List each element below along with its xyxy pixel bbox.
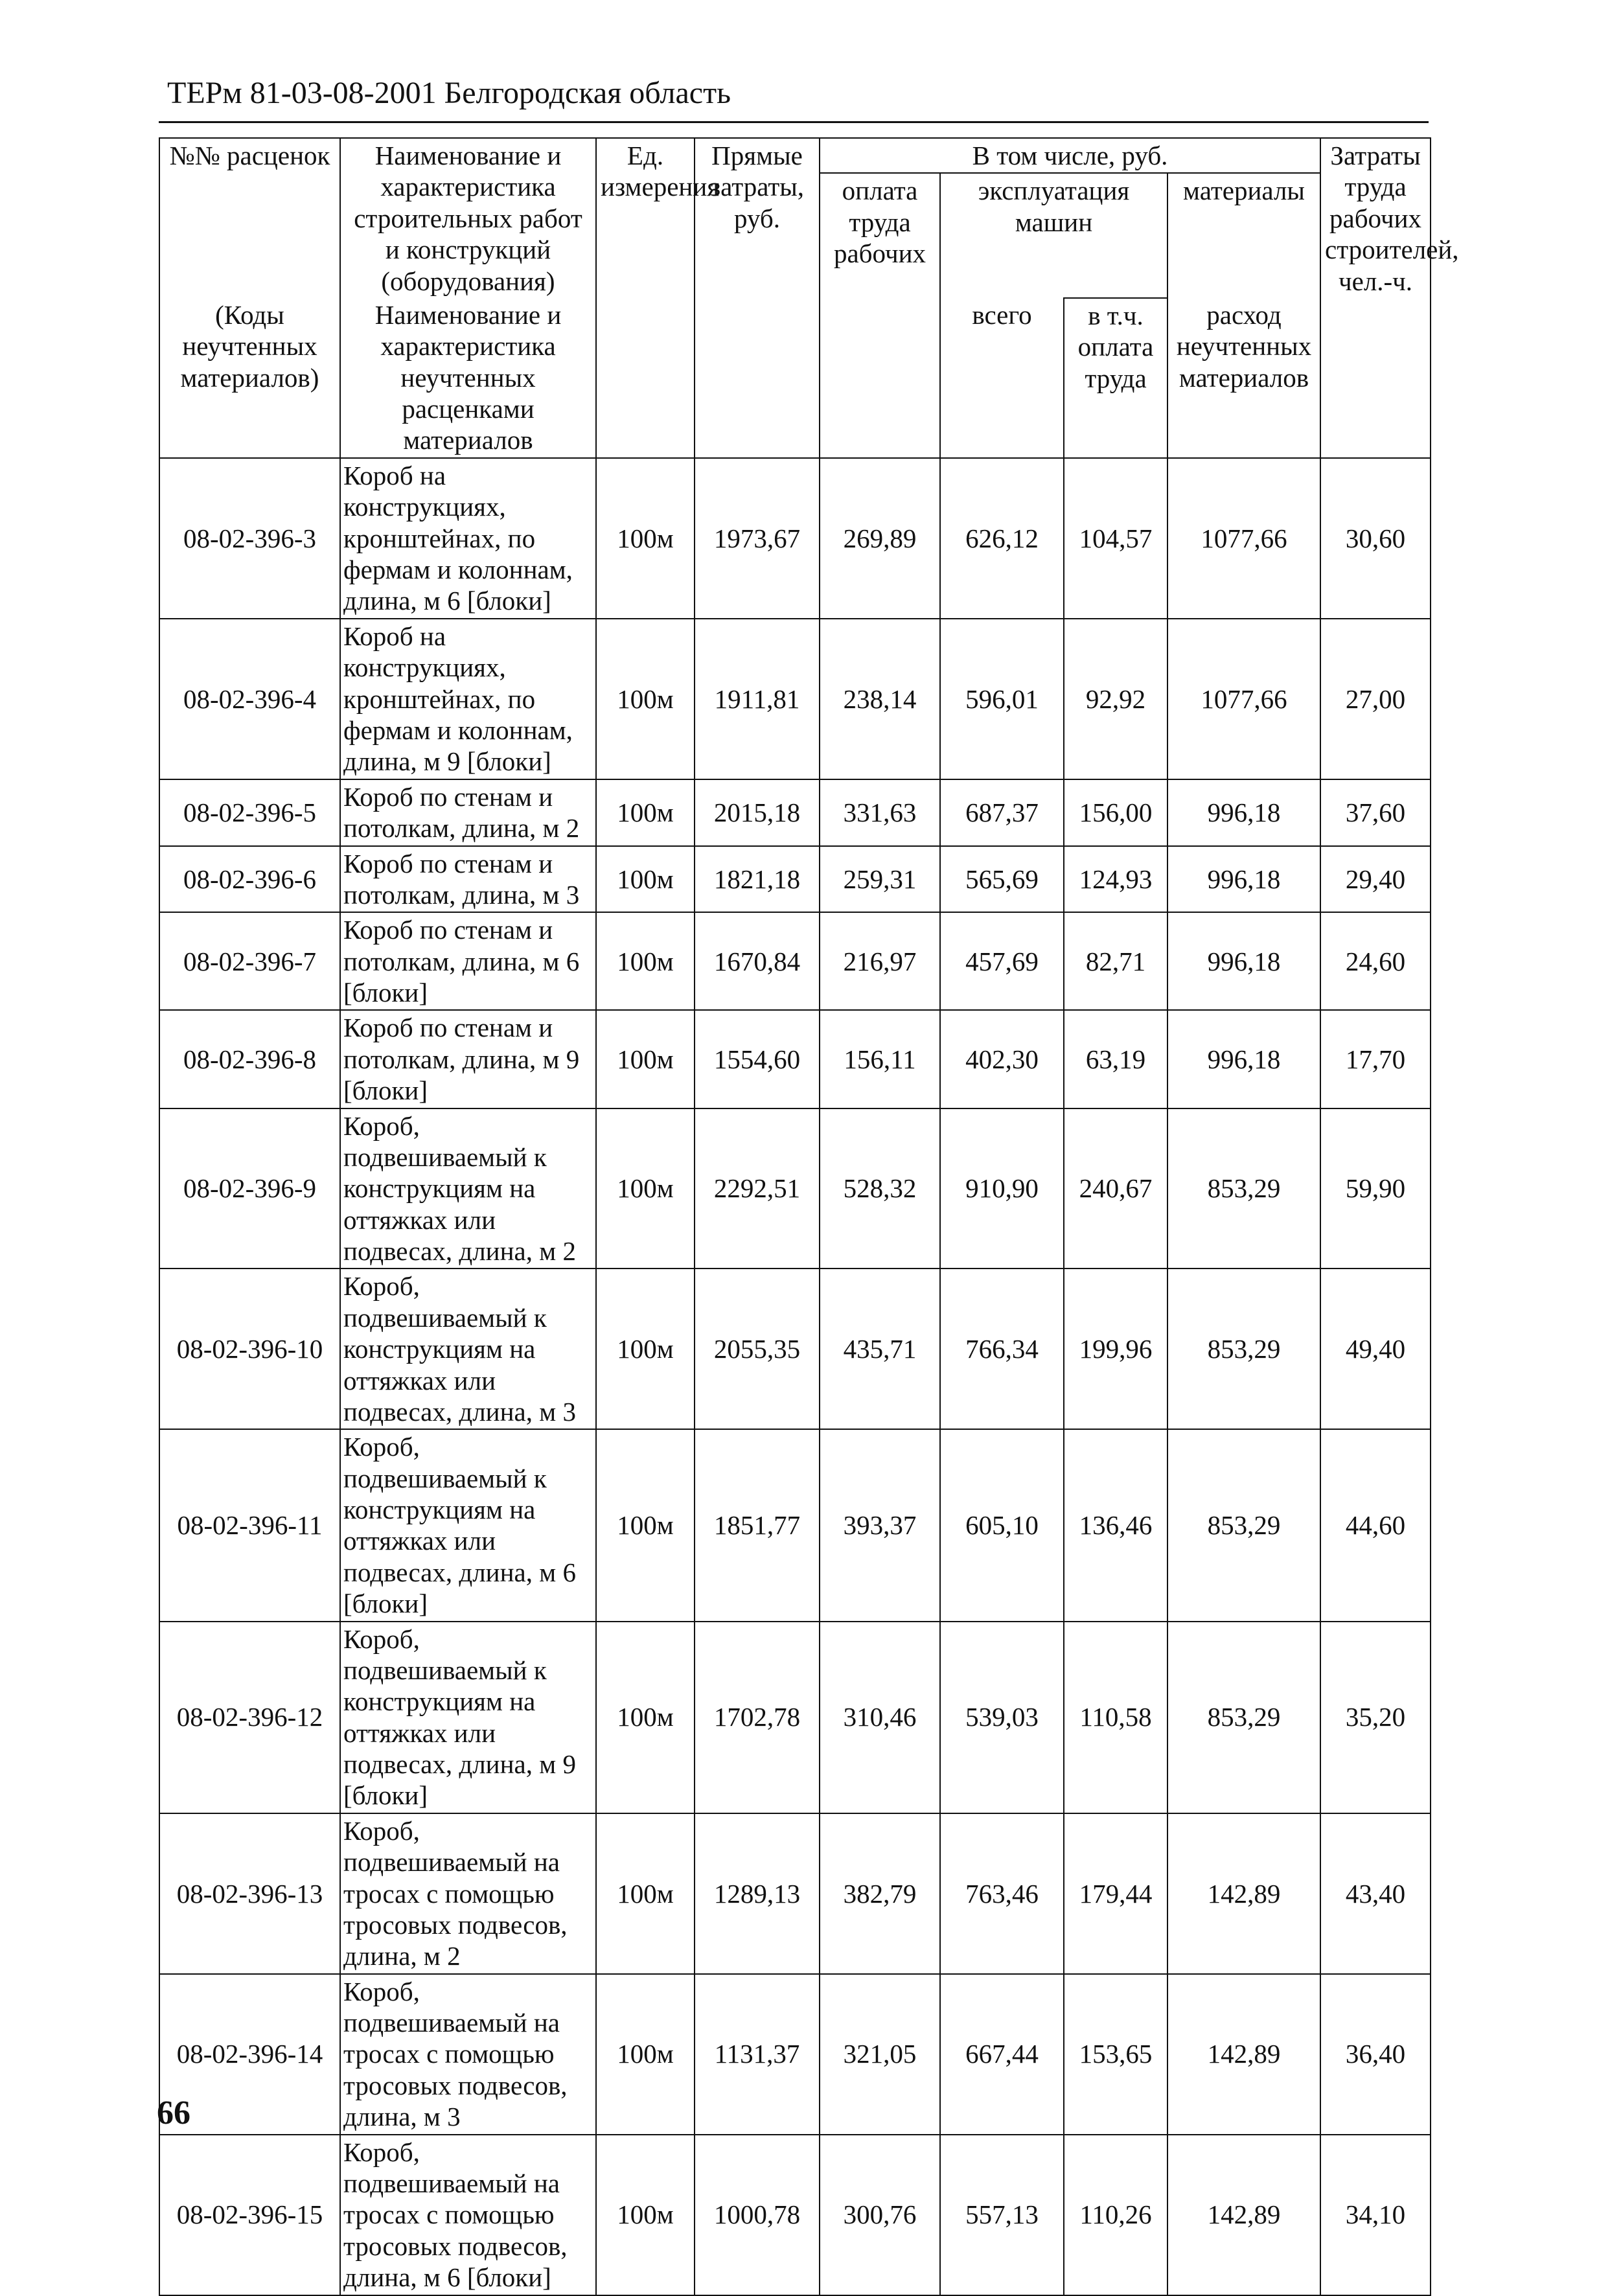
materials-cell: 853,29 bbox=[1167, 1429, 1320, 1621]
machines-total-cell: 910,90 bbox=[940, 1108, 1064, 1269]
table-row bbox=[159, 1974, 1431, 2135]
unit-cell: 100м bbox=[596, 1813, 695, 1974]
code-cell: 08-02-396-12 bbox=[159, 1622, 340, 1813]
table-body bbox=[159, 458, 1431, 2295]
machines-labor-cell: 92,92 bbox=[1064, 619, 1167, 779]
table-row bbox=[159, 1269, 1431, 1429]
page-number: 66 bbox=[157, 2095, 190, 2131]
table-row bbox=[159, 619, 1431, 779]
materials-cell: 996,18 bbox=[1167, 912, 1320, 1010]
machines-labor-cell: 82,71 bbox=[1064, 912, 1167, 1010]
unit-cell: 100м bbox=[596, 846, 695, 913]
direct-costs-cell: 2015,18 bbox=[695, 779, 820, 846]
machines-total-cell: 596,01 bbox=[940, 619, 1064, 779]
name-cell: Короб по стенам и потолкам, длина, м 2 bbox=[340, 779, 596, 846]
header-rule bbox=[159, 121, 1429, 123]
name-cell: Короб на конструкциях, кронштейнах, по фермам и колоннам, длина, м 9 [блоки] bbox=[340, 619, 596, 779]
header-incl-labor: в т.ч. оплата труда bbox=[1064, 298, 1167, 458]
direct-costs-cell: 2292,51 bbox=[695, 1108, 820, 1269]
unit-cell: 100м bbox=[596, 458, 695, 619]
labor-pay-cell: 435,71 bbox=[820, 1269, 940, 1429]
direct-costs-cell: 1554,60 bbox=[695, 1010, 820, 1108]
header-materials: материалы bbox=[1167, 173, 1320, 298]
code-cell: 08-02-396-3 bbox=[159, 458, 340, 619]
table-header bbox=[159, 138, 1459, 458]
header-name: Наименование и характеристика строительных работ и конструкций (оборудования) bbox=[340, 138, 596, 298]
header-machines: эксплуатация машин bbox=[940, 173, 1167, 298]
materials-cell: 1077,66 bbox=[1167, 458, 1320, 619]
machines-total-cell: 557,13 bbox=[940, 2135, 1064, 2295]
labor-hours-cell: 30,60 bbox=[1320, 458, 1431, 619]
machines-labor-cell: 136,46 bbox=[1064, 1429, 1167, 1621]
labor-pay-cell: 331,63 bbox=[820, 779, 940, 846]
header-including: В том числе, руб. bbox=[820, 138, 1320, 173]
table-row bbox=[159, 779, 1431, 846]
direct-costs-cell: 1000,78 bbox=[695, 2135, 820, 2295]
labor-pay-cell: 300,76 bbox=[820, 2135, 940, 2295]
code-cell: 08-02-396-9 bbox=[159, 1108, 340, 1269]
labor-pay-cell: 310,46 bbox=[820, 1622, 940, 1813]
header-unit: Ед. измерения bbox=[596, 138, 695, 458]
table-row bbox=[159, 2135, 1431, 2295]
name-cell: Короб, подвешиваемый на тросах с помощью тросовых подвесов, длина, м 2 bbox=[340, 1813, 596, 1974]
labor-hours-cell: 27,00 bbox=[1320, 619, 1431, 779]
labor-pay-cell: 259,31 bbox=[820, 846, 940, 913]
direct-costs-cell: 1973,67 bbox=[695, 458, 820, 619]
unit-cell: 100м bbox=[596, 2135, 695, 2295]
machines-total-cell: 457,69 bbox=[940, 912, 1064, 1010]
unit-cell: 100м bbox=[596, 1108, 695, 1269]
machines-total-cell: 605,10 bbox=[940, 1429, 1064, 1621]
name-cell: Короб, подвешиваемый на тросах с помощью тросовых подвесов, длина, м 3 bbox=[340, 1974, 596, 2135]
materials-cell: 996,18 bbox=[1167, 779, 1320, 846]
labor-hours-cell: 59,90 bbox=[1320, 1108, 1431, 1269]
header-name-materials: Наименование и характеристика неучтенных расценками материалов bbox=[340, 298, 596, 458]
labor-pay-cell: 393,37 bbox=[820, 1429, 940, 1621]
labor-hours-cell: 29,40 bbox=[1320, 846, 1431, 913]
code-cell: 08-02-396-7 bbox=[159, 912, 340, 1010]
code-cell: 08-02-396-10 bbox=[159, 1269, 340, 1429]
labor-hours-cell: 17,70 bbox=[1320, 1010, 1431, 1108]
labor-hours-cell: 43,40 bbox=[1320, 1813, 1431, 1974]
materials-cell: 142,89 bbox=[1167, 1813, 1320, 1974]
code-cell: 08-02-396-13 bbox=[159, 1813, 340, 1974]
labor-hours-cell: 36,40 bbox=[1320, 1974, 1431, 2135]
labor-hours-cell: 34,10 bbox=[1320, 2135, 1431, 2295]
labor-pay-cell: 216,97 bbox=[820, 912, 940, 1010]
machines-labor-cell: 179,44 bbox=[1064, 1813, 1167, 1974]
table-row bbox=[159, 912, 1431, 1010]
direct-costs-cell: 1131,37 bbox=[695, 1974, 820, 2135]
labor-pay-cell: 382,79 bbox=[820, 1813, 940, 1974]
machines-total-cell: 667,44 bbox=[940, 1974, 1064, 2135]
machines-total-cell: 565,69 bbox=[940, 846, 1064, 913]
table-row bbox=[159, 458, 1431, 619]
header-direct-costs: Прямые затраты, руб. bbox=[695, 138, 820, 458]
unit-cell: 100м bbox=[596, 1429, 695, 1621]
machines-labor-cell: 156,00 bbox=[1064, 779, 1167, 846]
labor-hours-cell: 49,40 bbox=[1320, 1269, 1431, 1429]
table-row bbox=[159, 846, 1431, 913]
direct-costs-cell: 1702,78 bbox=[695, 1622, 820, 1813]
unit-cell: 100м bbox=[596, 1010, 695, 1108]
machines-labor-cell: 153,65 bbox=[1064, 1974, 1167, 2135]
materials-cell: 853,29 bbox=[1167, 1622, 1320, 1813]
header-codes-materials: (Коды неучтенных материалов) bbox=[159, 298, 340, 458]
rates-table bbox=[159, 137, 1459, 2296]
machines-total-cell: 539,03 bbox=[940, 1622, 1064, 1813]
labor-pay-cell: 238,14 bbox=[820, 619, 940, 779]
header-machines-total: всего bbox=[940, 298, 1064, 458]
materials-cell: 996,18 bbox=[1167, 1010, 1320, 1108]
name-cell: Короб по стенам и потолкам, длина, м 6 [блоки] bbox=[340, 912, 596, 1010]
header-code: №№ расценок bbox=[159, 138, 340, 298]
machines-total-cell: 766,34 bbox=[940, 1269, 1064, 1429]
machines-total-cell: 763,46 bbox=[940, 1813, 1064, 1974]
direct-costs-cell: 1821,18 bbox=[695, 846, 820, 913]
table-row bbox=[159, 1622, 1431, 1813]
labor-pay-cell: 528,32 bbox=[820, 1108, 940, 1269]
labor-hours-cell: 24,60 bbox=[1320, 912, 1431, 1010]
direct-costs-cell: 2055,35 bbox=[695, 1269, 820, 1429]
unit-cell: 100м bbox=[596, 1269, 695, 1429]
labor-hours-cell: 35,20 bbox=[1320, 1622, 1431, 1813]
labor-hours-cell: 44,60 bbox=[1320, 1429, 1431, 1621]
machines-labor-cell: 124,93 bbox=[1064, 846, 1167, 913]
direct-costs-cell: 1911,81 bbox=[695, 619, 820, 779]
direct-costs-cell: 1289,13 bbox=[695, 1813, 820, 1974]
name-cell: Короб, подвешиваемый к конструкциям на оттяжках или подвесах, длина, м 6 [блоки] bbox=[340, 1429, 596, 1621]
name-cell: Короб, подвешиваемый к конструкциям на оттяжках или подвесах, длина, м 9 [блоки] bbox=[340, 1622, 596, 1813]
materials-cell: 853,29 bbox=[1167, 1108, 1320, 1269]
table-row bbox=[159, 1429, 1431, 1621]
table-row bbox=[159, 1813, 1431, 1974]
direct-costs-cell: 1670,84 bbox=[695, 912, 820, 1010]
unit-cell: 100м bbox=[596, 619, 695, 779]
unit-cell: 100м bbox=[596, 779, 695, 846]
code-cell: 08-02-396-15 bbox=[159, 2135, 340, 2295]
machines-labor-cell: 110,58 bbox=[1064, 1622, 1167, 1813]
materials-cell: 142,89 bbox=[1167, 2135, 1320, 2295]
unit-cell: 100м bbox=[596, 1622, 695, 1813]
direct-costs-cell: 1851,77 bbox=[695, 1429, 820, 1621]
code-cell: 08-02-396-6 bbox=[159, 846, 340, 913]
materials-cell: 996,18 bbox=[1167, 846, 1320, 913]
machines-total-cell: 626,12 bbox=[940, 458, 1064, 619]
name-cell: Короб, подвешиваемый к конструкциям на оттяжках или подвесах, длина, м 2 bbox=[340, 1108, 596, 1269]
materials-cell: 853,29 bbox=[1167, 1269, 1320, 1429]
code-cell: 08-02-396-4 bbox=[159, 619, 340, 779]
name-cell: Короб, подвешиваемый к конструкциям на оттяжках или подвесах, длина, м 3 bbox=[340, 1269, 596, 1429]
labor-hours-cell: 37,60 bbox=[1320, 779, 1431, 846]
labor-pay-cell: 321,05 bbox=[820, 1974, 940, 2135]
machines-labor-cell: 63,19 bbox=[1064, 1010, 1167, 1108]
machines-total-cell: 402,30 bbox=[940, 1010, 1064, 1108]
page-header: ТЕРм 81-03-08-2001 Белгородская область bbox=[167, 76, 731, 110]
header-labor-pay: оплата труда рабочих bbox=[820, 173, 940, 457]
code-cell: 08-02-396-5 bbox=[159, 779, 340, 846]
table-row bbox=[159, 1108, 1431, 1269]
machines-labor-cell: 240,67 bbox=[1064, 1108, 1167, 1269]
header-unaccounted: расход неучтенных материалов bbox=[1167, 298, 1320, 458]
name-cell: Короб по стенам и потолкам, длина, м 9 [блоки] bbox=[340, 1010, 596, 1108]
code-cell: 08-02-396-11 bbox=[159, 1429, 340, 1621]
name-cell: Короб, подвешиваемый на тросах с помощью тросовых подвесов, длина, м 6 [блоки] bbox=[340, 2135, 596, 2295]
machines-labor-cell: 104,57 bbox=[1064, 458, 1167, 619]
unit-cell: 100м bbox=[596, 1974, 695, 2135]
table-row bbox=[159, 1010, 1431, 1108]
machines-labor-cell: 199,96 bbox=[1064, 1269, 1167, 1429]
materials-cell: 1077,66 bbox=[1167, 619, 1320, 779]
code-cell: 08-02-396-14 bbox=[159, 1974, 340, 2135]
header-labor-cost: Затраты труда рабочих строителей, чел.-ч. bbox=[1320, 138, 1431, 458]
labor-pay-cell: 269,89 bbox=[820, 458, 940, 619]
code-cell: 08-02-396-8 bbox=[159, 1010, 340, 1108]
name-cell: Короб на конструкциях, кронштейнах, по фермам и колоннам, длина, м 6 [блоки] bbox=[340, 458, 596, 619]
name-cell: Короб по стенам и потолкам, длина, м 3 bbox=[340, 846, 596, 913]
materials-cell: 142,89 bbox=[1167, 1974, 1320, 2135]
machines-total-cell: 687,37 bbox=[940, 779, 1064, 846]
machines-labor-cell: 110,26 bbox=[1064, 2135, 1167, 2295]
labor-pay-cell: 156,11 bbox=[820, 1010, 940, 1108]
unit-cell: 100м bbox=[596, 912, 695, 1010]
